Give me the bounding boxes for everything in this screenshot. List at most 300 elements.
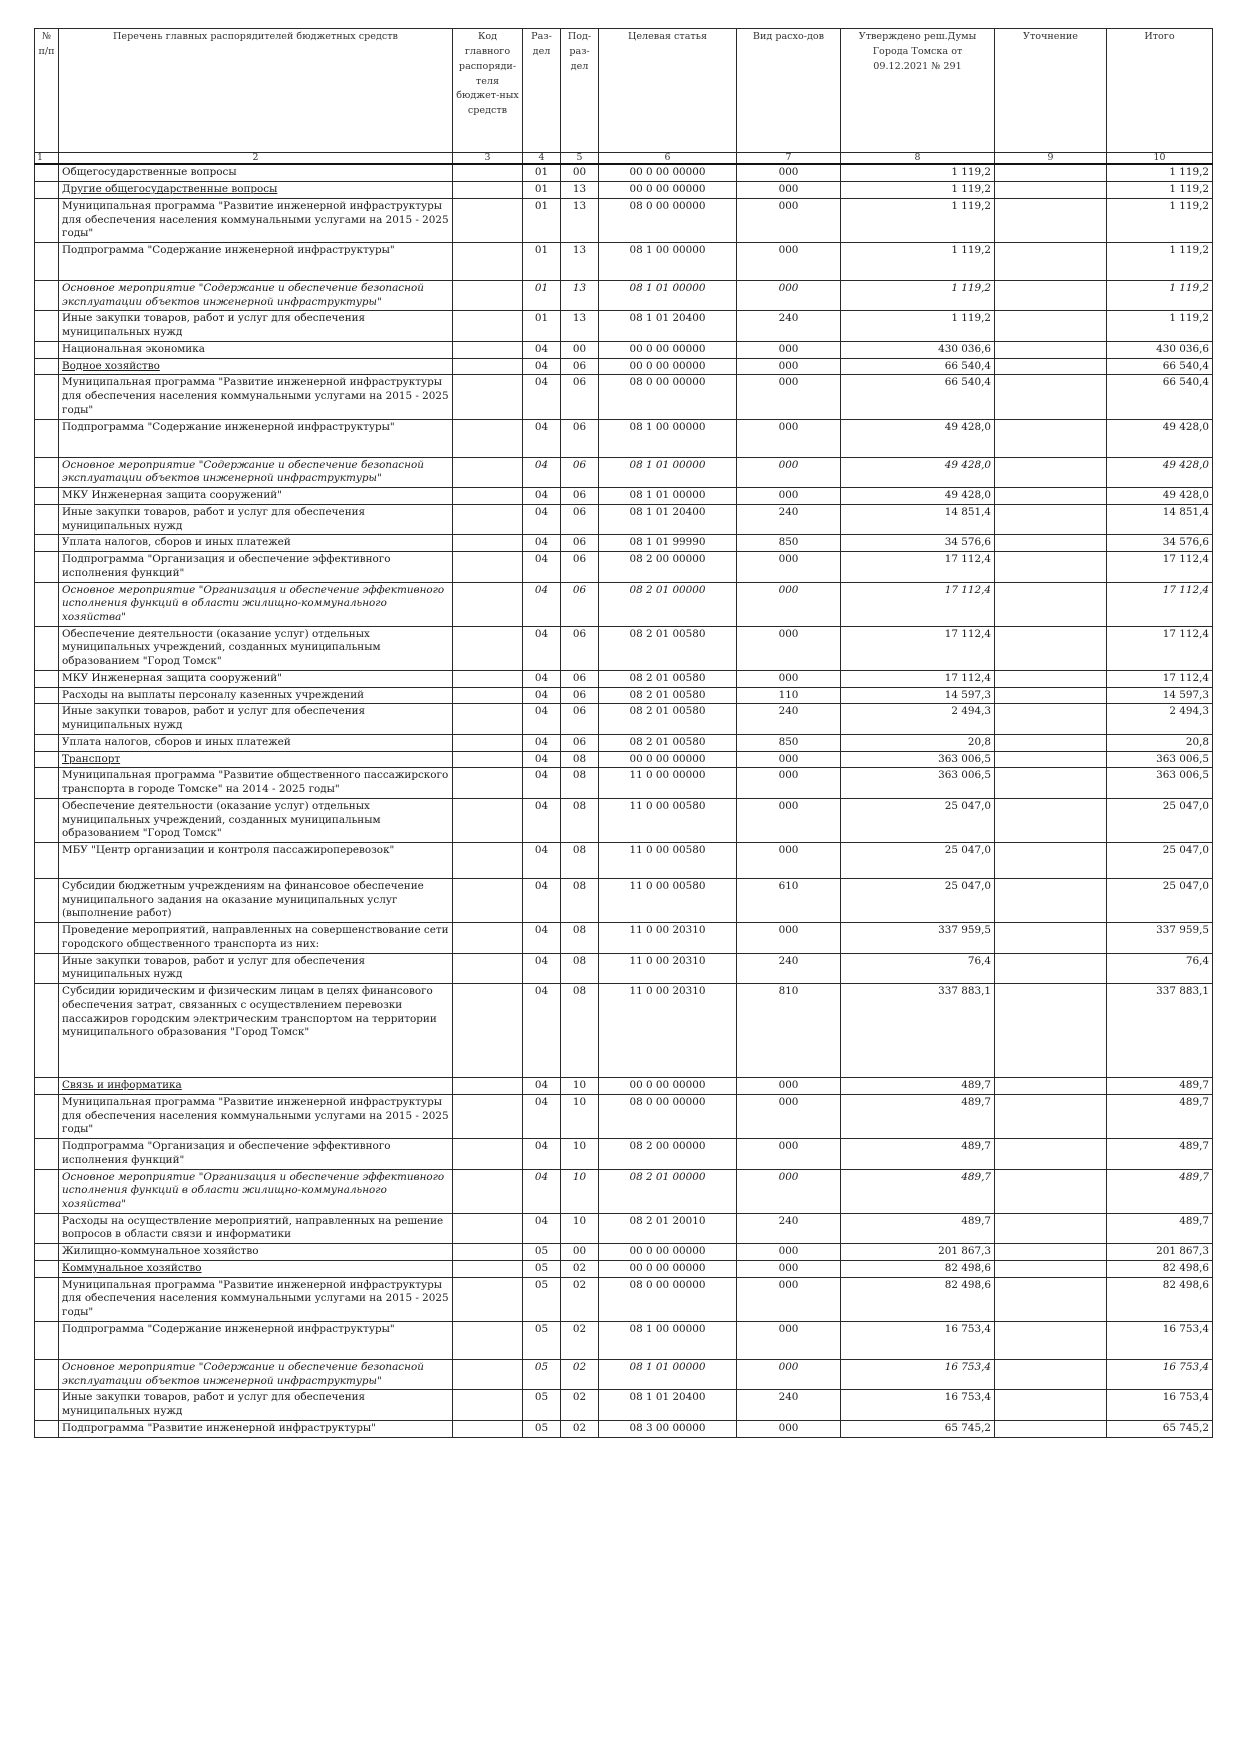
total-amount-cell: 489,7	[1107, 1213, 1213, 1243]
subsection-cell: 00	[561, 341, 599, 358]
admin-code-cell	[453, 1078, 523, 1095]
table-row	[35, 1139, 1213, 1169]
admin-code-cell	[453, 552, 523, 582]
adjustment-cell	[995, 878, 1107, 922]
item-name-cell: Национальная экономика	[59, 341, 453, 358]
subsection-cell: 08	[561, 798, 599, 842]
expense-type-cell: 240	[737, 1213, 841, 1243]
total-amount-cell: 1 119,2	[1107, 311, 1213, 341]
subsection-cell: 06	[561, 670, 599, 687]
adjustment-cell	[995, 687, 1107, 704]
item-name-cell: Муниципальная программа "Развитие инженерной инфраструктуры для обеспечения населения коммунальными услугами на 2015 - 2025 годы"	[59, 1277, 453, 1321]
item-name-cell: Основное мероприятие "Организация и обеспечение эффективного исполнения функций в области жилищно-коммунального хозяйства"	[59, 1169, 453, 1213]
item-name-cell: Подпрограмма "Организация и обеспечение эффективного исполнения функций"	[59, 1139, 453, 1169]
table-row	[35, 552, 1213, 582]
row-number-cell	[35, 1169, 59, 1213]
approved-amount-cell: 25 047,0	[841, 878, 995, 922]
subsection-cell: 08	[561, 953, 599, 983]
admin-code-cell	[453, 1277, 523, 1321]
section-cell: 04	[523, 419, 561, 457]
approved-amount-cell: 1 119,2	[841, 164, 995, 181]
table-row	[35, 358, 1213, 375]
adjustment-cell	[995, 734, 1107, 751]
subsection-cell: 13	[561, 198, 599, 242]
total-amount-cell: 16 753,4	[1107, 1321, 1213, 1359]
adjustment-cell	[995, 552, 1107, 582]
admin-code-cell	[453, 923, 523, 953]
expense-type-cell: 240	[737, 704, 841, 734]
row-number-cell	[35, 1321, 59, 1359]
section-cell: 01	[523, 311, 561, 341]
adjustment-cell	[995, 1260, 1107, 1277]
total-amount-cell: 16 753,4	[1107, 1359, 1213, 1389]
approved-amount-cell: 16 753,4	[841, 1359, 995, 1389]
item-name-cell: Субсидии бюджетным учреждениям на финансовое обеспечение муниципального задания на оказание муниципальных услуг (выполнение работ)	[59, 878, 453, 922]
item-name-cell: Основное мероприятие "Организация и обеспечение эффективного исполнения функций в области жилищно-коммунального хозяйства"	[59, 582, 453, 626]
approved-amount-cell: 14 597,3	[841, 687, 995, 704]
approved-amount-cell: 49 428,0	[841, 457, 995, 487]
row-number-cell	[35, 281, 59, 311]
subsection-cell: 08	[561, 751, 599, 768]
admin-code-cell	[453, 878, 523, 922]
approved-amount-cell: 49 428,0	[841, 419, 995, 457]
admin-code-cell	[453, 1321, 523, 1359]
section-cell: 01	[523, 164, 561, 181]
item-name-cell: МКУ Инженерная защита сооружений"	[59, 488, 453, 505]
section-cell: 04	[523, 923, 561, 953]
total-amount-cell: 49 428,0	[1107, 488, 1213, 505]
subsection-cell: 08	[561, 984, 599, 1078]
item-name-cell: Подпрограмма "Содержание инженерной инфраструктуры"	[59, 243, 453, 281]
section-cell: 04	[523, 984, 561, 1078]
col-header-adjustment: Уточнение	[995, 29, 1107, 153]
target-item-cell: 08 1 01 20400	[599, 1390, 737, 1420]
admin-code-cell	[453, 704, 523, 734]
target-item-cell: 08 2 01 00580	[599, 687, 737, 704]
row-number-cell	[35, 419, 59, 457]
approved-amount-cell: 2 494,3	[841, 704, 995, 734]
total-amount-cell: 14 597,3	[1107, 687, 1213, 704]
column-number-row	[35, 153, 1213, 165]
item-name-cell: Иные закупки товаров, работ и услуг для обеспечения муниципальных нужд	[59, 953, 453, 983]
row-number-cell	[35, 504, 59, 534]
total-amount-cell: 14 851,4	[1107, 504, 1213, 534]
expense-type-cell: 000	[737, 582, 841, 626]
approved-amount-cell: 17 112,4	[841, 670, 995, 687]
subsection-cell: 10	[561, 1139, 599, 1169]
section-cell: 05	[523, 1260, 561, 1277]
target-item-cell: 08 0 00 00000	[599, 1277, 737, 1321]
admin-code-cell	[453, 504, 523, 534]
subsection-cell: 10	[561, 1094, 599, 1138]
expense-type-cell: 000	[737, 164, 841, 181]
row-number-cell	[35, 768, 59, 798]
section-cell: 05	[523, 1420, 561, 1437]
admin-code-cell	[453, 984, 523, 1078]
adjustment-cell	[995, 704, 1107, 734]
expense-type-cell: 000	[737, 375, 841, 419]
target-item-cell: 08 2 01 00580	[599, 704, 737, 734]
table-row	[35, 984, 1213, 1078]
admin-code-cell	[453, 751, 523, 768]
adjustment-cell	[995, 1078, 1107, 1095]
admin-code-cell	[453, 457, 523, 487]
table-row	[35, 375, 1213, 419]
adjustment-cell	[995, 1321, 1107, 1359]
row-number-cell	[35, 878, 59, 922]
approved-amount-cell: 25 047,0	[841, 798, 995, 842]
approved-amount-cell: 337 959,5	[841, 923, 995, 953]
col-header-section: Раз-дел	[523, 29, 561, 153]
target-item-cell: 08 1 01 00000	[599, 488, 737, 505]
subsection-cell: 02	[561, 1321, 599, 1359]
admin-code-cell	[453, 670, 523, 687]
section-cell: 05	[523, 1390, 561, 1420]
col-header-expense-type: Вид расхо-дов	[737, 29, 841, 153]
row-number-cell	[35, 341, 59, 358]
expense-type-cell: 000	[737, 419, 841, 457]
row-number-cell	[35, 984, 59, 1078]
approved-amount-cell: 337 883,1	[841, 984, 995, 1078]
section-cell: 05	[523, 1277, 561, 1321]
total-amount-cell: 489,7	[1107, 1169, 1213, 1213]
row-number-cell	[35, 670, 59, 687]
target-item-cell: 08 2 00 00000	[599, 552, 737, 582]
admin-code-cell	[453, 243, 523, 281]
target-item-cell: 08 1 00 00000	[599, 419, 737, 457]
expense-type-cell: 000	[737, 842, 841, 878]
adjustment-cell	[995, 198, 1107, 242]
approved-amount-cell: 489,7	[841, 1094, 995, 1138]
subsection-cell: 06	[561, 457, 599, 487]
table-row	[35, 504, 1213, 534]
adjustment-cell	[995, 923, 1107, 953]
section-cell: 04	[523, 535, 561, 552]
adjustment-cell	[995, 311, 1107, 341]
admin-code-cell	[453, 1420, 523, 1437]
row-number-cell	[35, 164, 59, 181]
section-cell: 01	[523, 281, 561, 311]
subsection-cell: 13	[561, 281, 599, 311]
target-item-cell: 08 1 01 00000	[599, 281, 737, 311]
expense-type-cell: 000	[737, 751, 841, 768]
subsection-cell: 13	[561, 182, 599, 199]
expense-type-cell: 000	[737, 358, 841, 375]
subsection-cell: 02	[561, 1277, 599, 1321]
target-item-cell: 00 0 00 00000	[599, 182, 737, 199]
col-header-target-item: Целевая статья	[599, 29, 737, 153]
col-number-4: 4	[523, 153, 561, 165]
subsection-cell: 02	[561, 1420, 599, 1437]
expense-type-cell: 000	[737, 1260, 841, 1277]
row-number-cell	[35, 375, 59, 419]
section-cell: 04	[523, 1169, 561, 1213]
item-name-cell: Иные закупки товаров, работ и услуг для обеспечения муниципальных нужд	[59, 311, 453, 341]
adjustment-cell	[995, 953, 1107, 983]
approved-amount-cell: 1 119,2	[841, 182, 995, 199]
target-item-cell: 08 0 00 00000	[599, 1094, 737, 1138]
table-row	[35, 457, 1213, 487]
expense-type-cell: 000	[737, 1420, 841, 1437]
total-amount-cell: 16 753,4	[1107, 1390, 1213, 1420]
total-amount-cell: 34 576,6	[1107, 535, 1213, 552]
total-amount-cell: 76,4	[1107, 953, 1213, 983]
admin-code-cell	[453, 281, 523, 311]
admin-code-cell	[453, 1244, 523, 1261]
row-number-cell	[35, 953, 59, 983]
section-cell: 01	[523, 198, 561, 242]
table-row	[35, 953, 1213, 983]
subsection-cell: 08	[561, 923, 599, 953]
section-cell: 04	[523, 1078, 561, 1095]
total-amount-cell: 17 112,4	[1107, 552, 1213, 582]
adjustment-cell	[995, 182, 1107, 199]
approved-amount-cell: 363 006,5	[841, 751, 995, 768]
expense-type-cell: 000	[737, 198, 841, 242]
item-name-cell: Основное мероприятие "Содержание и обеспечение безопасной эксплуатации объектов инженерной инфраструктуры"	[59, 281, 453, 311]
admin-code-cell	[453, 535, 523, 552]
section-cell: 04	[523, 488, 561, 505]
subsection-cell: 06	[561, 582, 599, 626]
expense-type-cell: 000	[737, 1169, 841, 1213]
item-name-cell: Расходы на выплаты персоналу казенных учреждений	[59, 687, 453, 704]
item-name-cell: Уплата налогов, сборов и иных платежей	[59, 734, 453, 751]
admin-code-cell	[453, 341, 523, 358]
target-item-cell: 08 1 01 99990	[599, 535, 737, 552]
target-item-cell: 00 0 00 00000	[599, 751, 737, 768]
col-number-3: 3	[453, 153, 523, 165]
section-cell: 04	[523, 341, 561, 358]
expense-type-cell: 000	[737, 1359, 841, 1389]
budget-table	[34, 28, 1213, 1438]
admin-code-cell	[453, 1390, 523, 1420]
target-item-cell: 11 0 00 00580	[599, 878, 737, 922]
table-row	[35, 1321, 1213, 1359]
adjustment-cell	[995, 457, 1107, 487]
section-cell: 04	[523, 734, 561, 751]
col-header-number: № п/п	[35, 29, 59, 153]
item-name-cell: Обеспечение деятельности (оказание услуг) отдельных муниципальных учреждений, созданных муниципальным образованием "Город Томск"	[59, 798, 453, 842]
total-amount-cell: 337 959,5	[1107, 923, 1213, 953]
table-row	[35, 734, 1213, 751]
section-cell: 04	[523, 670, 561, 687]
adjustment-cell	[995, 281, 1107, 311]
col-header-total: Итого	[1107, 29, 1213, 153]
table-row	[35, 1213, 1213, 1243]
section-cell: 04	[523, 798, 561, 842]
table-row	[35, 1094, 1213, 1138]
admin-code-cell	[453, 687, 523, 704]
target-item-cell: 08 3 00 00000	[599, 1420, 737, 1437]
table-row	[35, 582, 1213, 626]
total-amount-cell: 489,7	[1107, 1139, 1213, 1169]
expense-type-cell: 000	[737, 1139, 841, 1169]
target-item-cell: 11 0 00 20310	[599, 923, 737, 953]
row-number-cell	[35, 1078, 59, 1095]
section-cell: 04	[523, 768, 561, 798]
row-number-cell	[35, 1420, 59, 1437]
table-row	[35, 1244, 1213, 1261]
section-cell: 04	[523, 375, 561, 419]
adjustment-cell	[995, 419, 1107, 457]
row-number-cell	[35, 552, 59, 582]
item-name-cell: Связь и информатика	[59, 1078, 453, 1095]
item-name-cell: Жилищно-коммунальное хозяйство	[59, 1244, 453, 1261]
adjustment-cell	[995, 1390, 1107, 1420]
admin-code-cell	[453, 1169, 523, 1213]
col-number-7: 7	[737, 153, 841, 165]
approved-amount-cell: 17 112,4	[841, 582, 995, 626]
admin-code-cell	[453, 1260, 523, 1277]
item-name-cell: Иные закупки товаров, работ и услуг для обеспечения муниципальных нужд	[59, 504, 453, 534]
item-name-cell: Муниципальная программа "Развитие инженерной инфраструктуры для обеспечения населения коммунальными услугами на 2015 - 2025 годы"	[59, 198, 453, 242]
section-cell: 04	[523, 751, 561, 768]
table-row	[35, 1078, 1213, 1095]
table-row	[35, 1260, 1213, 1277]
item-name-cell: МКУ Инженерная защита сооружений"	[59, 670, 453, 687]
admin-code-cell	[453, 842, 523, 878]
section-cell: 04	[523, 1139, 561, 1169]
section-cell: 04	[523, 704, 561, 734]
adjustment-cell	[995, 1420, 1107, 1437]
row-number-cell	[35, 1359, 59, 1389]
expense-type-cell: 240	[737, 504, 841, 534]
row-number-cell	[35, 751, 59, 768]
row-number-cell	[35, 243, 59, 281]
row-number-cell	[35, 1213, 59, 1243]
target-item-cell: 00 0 00 00000	[599, 358, 737, 375]
item-name-cell: МБУ "Центр организации и контроля пассажироперевозок"	[59, 842, 453, 878]
expense-type-cell: 000	[737, 552, 841, 582]
target-item-cell: 11 0 00 00000	[599, 768, 737, 798]
row-number-cell	[35, 1244, 59, 1261]
row-number-cell	[35, 1260, 59, 1277]
target-item-cell: 00 0 00 00000	[599, 1260, 737, 1277]
expense-type-cell: 000	[737, 923, 841, 953]
subsection-cell: 08	[561, 878, 599, 922]
item-name-cell: Подпрограмма "Содержание инженерной инфраструктуры"	[59, 419, 453, 457]
total-amount-cell: 430 036,6	[1107, 341, 1213, 358]
admin-code-cell	[453, 1359, 523, 1389]
table-row	[35, 923, 1213, 953]
total-amount-cell: 1 119,2	[1107, 198, 1213, 242]
table-row	[35, 878, 1213, 922]
subsection-cell: 08	[561, 842, 599, 878]
total-amount-cell: 489,7	[1107, 1078, 1213, 1095]
total-amount-cell: 17 112,4	[1107, 626, 1213, 670]
adjustment-cell	[995, 535, 1107, 552]
section-cell: 04	[523, 1213, 561, 1243]
section-cell: 04	[523, 687, 561, 704]
row-number-cell	[35, 311, 59, 341]
expense-type-cell: 850	[737, 535, 841, 552]
item-name-cell: Подпрограмма "Организация и обеспечение эффективного исполнения функций"	[59, 552, 453, 582]
admin-code-cell	[453, 198, 523, 242]
total-amount-cell: 363 006,5	[1107, 751, 1213, 768]
admin-code-cell	[453, 419, 523, 457]
section-cell: 01	[523, 182, 561, 199]
table-row	[35, 488, 1213, 505]
total-amount-cell: 66 540,4	[1107, 375, 1213, 419]
total-amount-cell: 17 112,4	[1107, 670, 1213, 687]
approved-amount-cell: 16 753,4	[841, 1321, 995, 1359]
subsection-cell: 13	[561, 243, 599, 281]
approved-amount-cell: 66 540,4	[841, 358, 995, 375]
approved-amount-cell: 489,7	[841, 1213, 995, 1243]
adjustment-cell	[995, 243, 1107, 281]
approved-amount-cell: 34 576,6	[841, 535, 995, 552]
expense-type-cell: 000	[737, 768, 841, 798]
approved-amount-cell: 49 428,0	[841, 488, 995, 505]
table-row	[35, 1390, 1213, 1420]
expense-type-cell: 810	[737, 984, 841, 1078]
admin-code-cell	[453, 582, 523, 626]
approved-amount-cell: 1 119,2	[841, 243, 995, 281]
row-number-cell	[35, 535, 59, 552]
target-item-cell: 00 0 00 00000	[599, 341, 737, 358]
adjustment-cell	[995, 1213, 1107, 1243]
table-row	[35, 182, 1213, 199]
adjustment-cell	[995, 504, 1107, 534]
section-cell: 05	[523, 1359, 561, 1389]
approved-amount-cell: 25 047,0	[841, 842, 995, 878]
section-cell: 04	[523, 626, 561, 670]
admin-code-cell	[453, 626, 523, 670]
expense-type-cell: 850	[737, 734, 841, 751]
table-header-row	[35, 29, 1213, 153]
table-row	[35, 535, 1213, 552]
table-row	[35, 341, 1213, 358]
item-name-cell: Подпрограмма "Содержание инженерной инфраструктуры"	[59, 1321, 453, 1359]
total-amount-cell: 82 498,6	[1107, 1260, 1213, 1277]
item-name-cell: Обеспечение деятельности (оказание услуг) отдельных муниципальных учреждений, созданных муниципальным образованием "Город Томск"	[59, 626, 453, 670]
target-item-cell: 08 0 00 00000	[599, 375, 737, 419]
subsection-cell: 06	[561, 734, 599, 751]
expense-type-cell: 000	[737, 457, 841, 487]
row-number-cell	[35, 734, 59, 751]
target-item-cell: 00 0 00 00000	[599, 164, 737, 181]
col-number-5: 5	[561, 153, 599, 165]
item-name-cell: Подпрограмма "Развитие инженерной инфраструктуры"	[59, 1420, 453, 1437]
approved-amount-cell: 66 540,4	[841, 375, 995, 419]
section-cell: 04	[523, 1094, 561, 1138]
col-number-6: 6	[599, 153, 737, 165]
adjustment-cell	[995, 341, 1107, 358]
row-number-cell	[35, 358, 59, 375]
item-name-cell: Основное мероприятие "Содержание и обеспечение безопасной эксплуатации объектов инженерной инфраструктуры"	[59, 457, 453, 487]
adjustment-cell	[995, 798, 1107, 842]
target-item-cell: 08 1 01 20400	[599, 504, 737, 534]
total-amount-cell: 1 119,2	[1107, 182, 1213, 199]
total-amount-cell: 489,7	[1107, 1094, 1213, 1138]
admin-code-cell	[453, 488, 523, 505]
section-cell: 04	[523, 582, 561, 626]
col-number-9: 9	[995, 153, 1107, 165]
row-number-cell	[35, 798, 59, 842]
target-item-cell: 11 0 00 20310	[599, 953, 737, 983]
admin-code-cell	[453, 953, 523, 983]
item-name-cell: Муниципальная программа "Развитие инженерной инфраструктуры для обеспечения населения коммунальными услугами на 2015 - 2025 годы"	[59, 375, 453, 419]
expense-type-cell: 000	[737, 670, 841, 687]
item-name-cell: Коммунальное хозяйство	[59, 1260, 453, 1277]
target-item-cell: 08 1 00 00000	[599, 243, 737, 281]
admin-code-cell	[453, 182, 523, 199]
admin-code-cell	[453, 1213, 523, 1243]
row-number-cell	[35, 457, 59, 487]
target-item-cell: 08 2 01 00000	[599, 582, 737, 626]
adjustment-cell	[995, 1094, 1107, 1138]
expense-type-cell: 240	[737, 311, 841, 341]
